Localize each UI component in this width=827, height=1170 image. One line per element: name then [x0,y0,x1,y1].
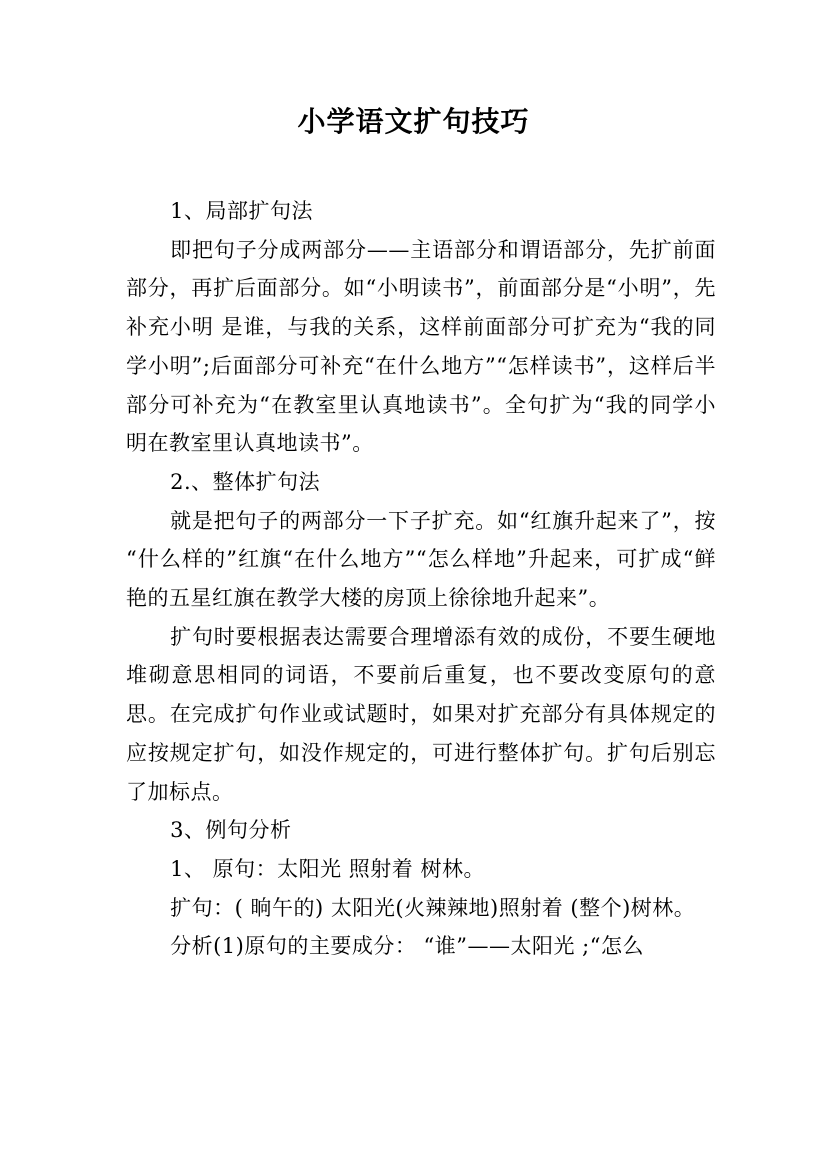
heading-whole-expansion: 2.、整体扩句法 [170,469,321,494]
heading-local-expansion: 1、局部扩句法 [170,199,313,223]
example-expanded-sentence: 扩句：( 晌午的) 太阳光(火辣辣地)照射着 (整个)树林。 [170,895,696,920]
example-analysis: 分析(1)原句的主要成分： “谁”——太阳光 ;“怎么 [170,934,644,959]
document-title: 小学语文扩句技巧 [297,105,530,138]
document-body [126,192,716,966]
paragraph-local-expansion: 即把句子分成两部分——主语部分和谓语部分，先扩前面部分，再扩后面部分。如“小明读书”，前面部分是“小明”，先补充小明 是谁，与我的关系，这样前面部分可扩充为“我的同学小明”;后面部分可补充“在什么地方”“怎样读书”，这样后半部分可补充为“在教室里认真地读书”。全句扩为“我的同学小明在教室里认真地读书”。 [126,237,716,456]
heading-example-analysis: 3、例句分析 [170,818,292,843]
example-original-sentence: 1、 原句：太阳光 照射着 树林。 [170,856,485,881]
paragraph-whole-expansion: 就是把句子的两部分一下子扩充。如“红旗升起来了”，按 “什么样的”红旗“在什么地方”“怎么样地”升起来，可扩成“鲜艳的五星红旗在教学大楼的房顶上徐徐地升起来”。 [126,508,716,611]
paragraph-expansion-tips: 扩句时要根据表达需要合理增添有效的成份，不要生硬地堆砌意思相同的词语，不要前后重复，也不要改变原句的意思。在完成扩句作业或试题时，如果对扩充部分有具体规定的应按规定扩句，如没作规定的，可进行整体扩句。扩句后别忘了加标点。 [126,624,716,804]
